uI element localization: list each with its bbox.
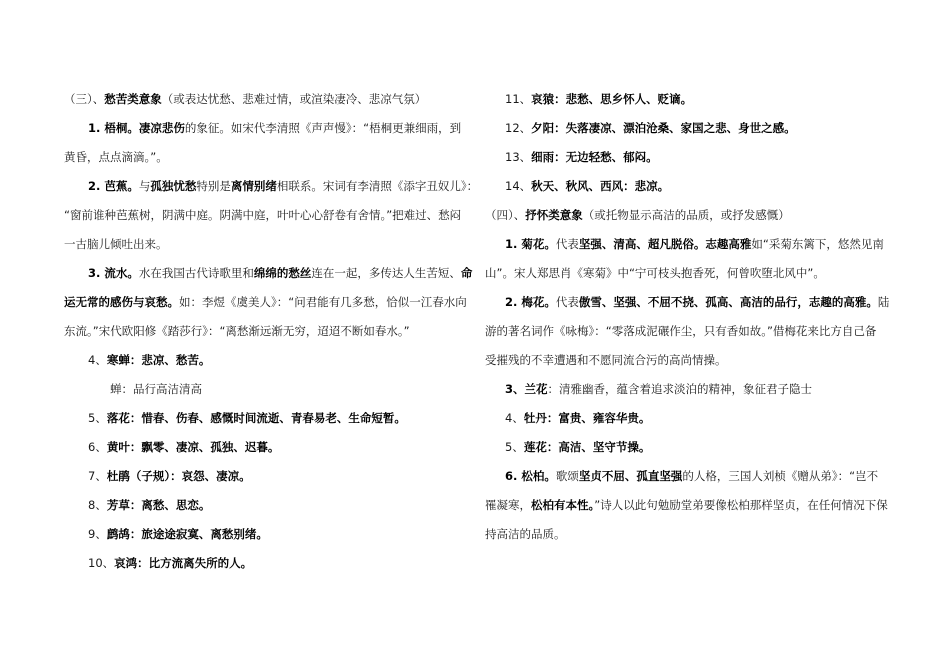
item-liushui-line3 [64, 322, 464, 351]
text: ”诗人以此句勉励堂弟要像松柏那样坚贞，在任何情况下保 [594, 498, 888, 512]
item-liushui-line1 [64, 264, 473, 293]
item-luohua [64, 409, 464, 438]
item-dujuan [64, 467, 464, 496]
section-number: （四）、 [485, 208, 526, 222]
text: 代表 [555, 295, 579, 309]
text: 代表 [555, 237, 579, 251]
keyword: 寒蝉 [106, 353, 130, 367]
item-number: 5、 [88, 411, 107, 425]
meaning: ：悲凉、愁苦。 [129, 353, 211, 367]
keyword: 鹧鸪 [106, 527, 130, 541]
meaning: ：旅途途寂寞、离愁别绪。 [129, 527, 268, 541]
item-number: 6、 [88, 440, 107, 454]
text: 黄昏，点点滴滴。”。 [64, 150, 168, 164]
text: 蝉：品行高洁清高 [110, 382, 202, 396]
item-huangye [64, 438, 464, 467]
meaning: ：惜春、伤春、感慨时间流逝、青春易老、生命短暂。 [129, 411, 406, 425]
keyword: 落花 [106, 411, 130, 425]
keyword: 莲花 [523, 440, 547, 454]
item-number: 11、 [505, 92, 532, 106]
text: 如“采菊东篱下，悠然见南 [751, 237, 884, 251]
text: 连在一起，多传达人生苦短、 [311, 266, 461, 280]
item-number: 12、 [505, 121, 532, 135]
keyword: 黄叶 [106, 440, 130, 454]
keyword: 兰花 [524, 382, 548, 396]
item-label: 2. 芭蕉。 [88, 179, 139, 193]
meaning: ：飘零、凄凉、孤独、迟暮。 [129, 440, 280, 454]
text: 相联系。宋词有李清照《添字丑奴儿》： [276, 179, 479, 193]
item-number: 3、 [505, 382, 525, 396]
item-aihong [64, 554, 464, 583]
item-lanhua [485, 380, 895, 409]
right-column [485, 90, 895, 554]
meaning: ：清雅幽香，蕴含着追求淡泊的精神，象征君子隐士 [547, 382, 813, 396]
keyword: 夕阳 [531, 121, 555, 135]
item-number: 4、 [505, 411, 524, 425]
item-chan-sub [64, 380, 464, 409]
section-note: （或托物显示高洁的品质，或抒发感慨） [582, 208, 790, 222]
meaning: ：离愁、思恋。 [129, 498, 211, 512]
item-label: 3. 流水。 [88, 266, 139, 280]
item-juhua-line1 [485, 235, 895, 264]
item-number: 5、 [505, 440, 524, 454]
item-liushui-line2 [64, 293, 467, 322]
keyword: 芳草 [106, 498, 130, 512]
text: 与 [138, 179, 151, 193]
keyword: 杜鹃（子规） [106, 469, 171, 483]
item-bajiao-line1 [64, 177, 479, 206]
section4-heading [485, 206, 895, 235]
keyword: 傲雪、坚强、不屈不挠、孤高、高洁的品行，志趣的高雅。 [578, 295, 878, 309]
item-songbai-line2 [485, 496, 895, 525]
section-title: 抒怀类意象 [525, 208, 583, 222]
item-meihua-line2 [485, 322, 895, 351]
keyword: 绵绵的愁丝 [253, 266, 312, 280]
item-lianhua [485, 438, 895, 467]
item-meihua-line3 [485, 351, 895, 380]
item-wutong-line2 [64, 148, 464, 177]
text: 歌颂 [555, 469, 579, 483]
item-xiyu [485, 148, 895, 177]
meaning: ：悲愁、思乡怀人、贬谪。 [554, 92, 693, 106]
meaning: ：失落凄凉、漂泊沧桑、家国之悲、身世之感。 [554, 121, 796, 135]
text: 东流。”宋代欧阳修《踏莎行》：“离愁渐远渐无穷，迢迢不断如春水。” [64, 324, 410, 338]
keyword: 凄凉悲伤 [138, 121, 185, 135]
keyword: 松柏有本性。 [531, 498, 595, 512]
keyword: 细雨 [531, 150, 555, 164]
keyword: 牡丹 [523, 411, 547, 425]
text: 陆 [877, 295, 890, 309]
text: 的人格，三国人刘桢《赠从弟》：“岂不 [682, 469, 879, 483]
item-label: 2. 梅花。 [505, 295, 556, 309]
item-number: 14、 [505, 179, 532, 193]
keyword: 秋天、秋风、西风 [531, 179, 624, 193]
meaning: ：无边轻愁、郁闷。 [554, 150, 658, 164]
item-wutong-line1 [64, 119, 464, 148]
section-note: （或表达忧愁、悲难过情，或渲染凄冷、悲凉气氛） [161, 92, 427, 106]
item-qiutian [485, 177, 895, 206]
keyword: 哀猿 [531, 92, 555, 106]
item-juhua-line2 [485, 264, 895, 293]
item-fangcao [64, 496, 464, 525]
keyword: 坚贞不屈、孤直坚强 [578, 469, 683, 483]
keyword: 孤独忧愁 [150, 179, 197, 193]
meaning: ：高洁、坚守节操。 [546, 440, 651, 454]
meaning: ：富贵、雍容华贵。 [546, 411, 651, 425]
item-number: 9、 [88, 527, 107, 541]
item-bajiao-line2 [64, 206, 464, 235]
item-bajiao-line3 [64, 235, 464, 264]
text: 如：李煜《虞美人》：“问君能有几多愁，恰似一江春水向 [179, 295, 467, 309]
item-number: 7、 [88, 469, 107, 483]
keyword: 运无常的感伤与哀愁。 [64, 295, 179, 309]
item-mudan [485, 409, 895, 438]
item-xiyang [485, 119, 895, 148]
meaning: ：悲凉。 [623, 179, 670, 193]
item-zhegu [64, 525, 464, 554]
section-number: （三）、 [64, 92, 105, 106]
item-number: 13、 [505, 150, 532, 164]
text: 罹凝寒， [485, 498, 531, 512]
keyword: 坚强、清高、超凡脱俗。志趣高雅 [578, 237, 752, 251]
item-label: 6. 松柏。 [505, 469, 556, 483]
text: 游的著名词作《咏梅》：“零落成泥碾作尘，只有香如故。”借梅花来比方自己备 [485, 324, 877, 338]
meaning: ：哀怨、凄凉。 [170, 469, 251, 483]
item-label: 1. 菊花。 [505, 237, 556, 251]
item-songbai-line3 [485, 525, 895, 554]
section-title: 愁苦类意象 [104, 92, 162, 106]
section3-heading [64, 90, 464, 119]
text: 持高洁的品质。 [485, 527, 566, 541]
keyword: 命 [460, 266, 473, 280]
item-songbai-line1 [485, 467, 895, 496]
item-number: 10、 [88, 556, 115, 570]
text: 的象征。如宋代李清照《声声慢》：“梧桐更兼细雨，到 [184, 121, 462, 135]
text: 受摧残的不幸遭遇和不愿同流合污的高尚情操。 [485, 353, 727, 367]
item-aiyuan [485, 90, 895, 119]
text: “窗前谁种芭蕉树，阴满中庭。阴满中庭，叶叶心心舒卷有舍情。”把难过、愁闷 [64, 208, 462, 222]
text: 山”。宋人郑思肖《寒菊》中“宁可枝头抱香死，何曾吹堕北风中”。 [485, 266, 825, 280]
text: 一古脑儿倾吐出来。 [64, 237, 168, 251]
item-label: 1. 梧桐。 [88, 121, 139, 135]
text: 水在我国古代诗歌里和 [138, 266, 254, 280]
item-meihua-line1 [485, 293, 895, 322]
item-hanchan [64, 351, 464, 380]
keyword: 哀鸿 [114, 556, 138, 570]
keyword: 离情别绪 [230, 179, 277, 193]
item-number: 4、 [88, 353, 107, 367]
meaning: ：比方流离失所的人。 [137, 556, 253, 570]
left-column [64, 90, 479, 583]
item-number: 8、 [88, 498, 107, 512]
text: 特别是 [196, 179, 231, 193]
